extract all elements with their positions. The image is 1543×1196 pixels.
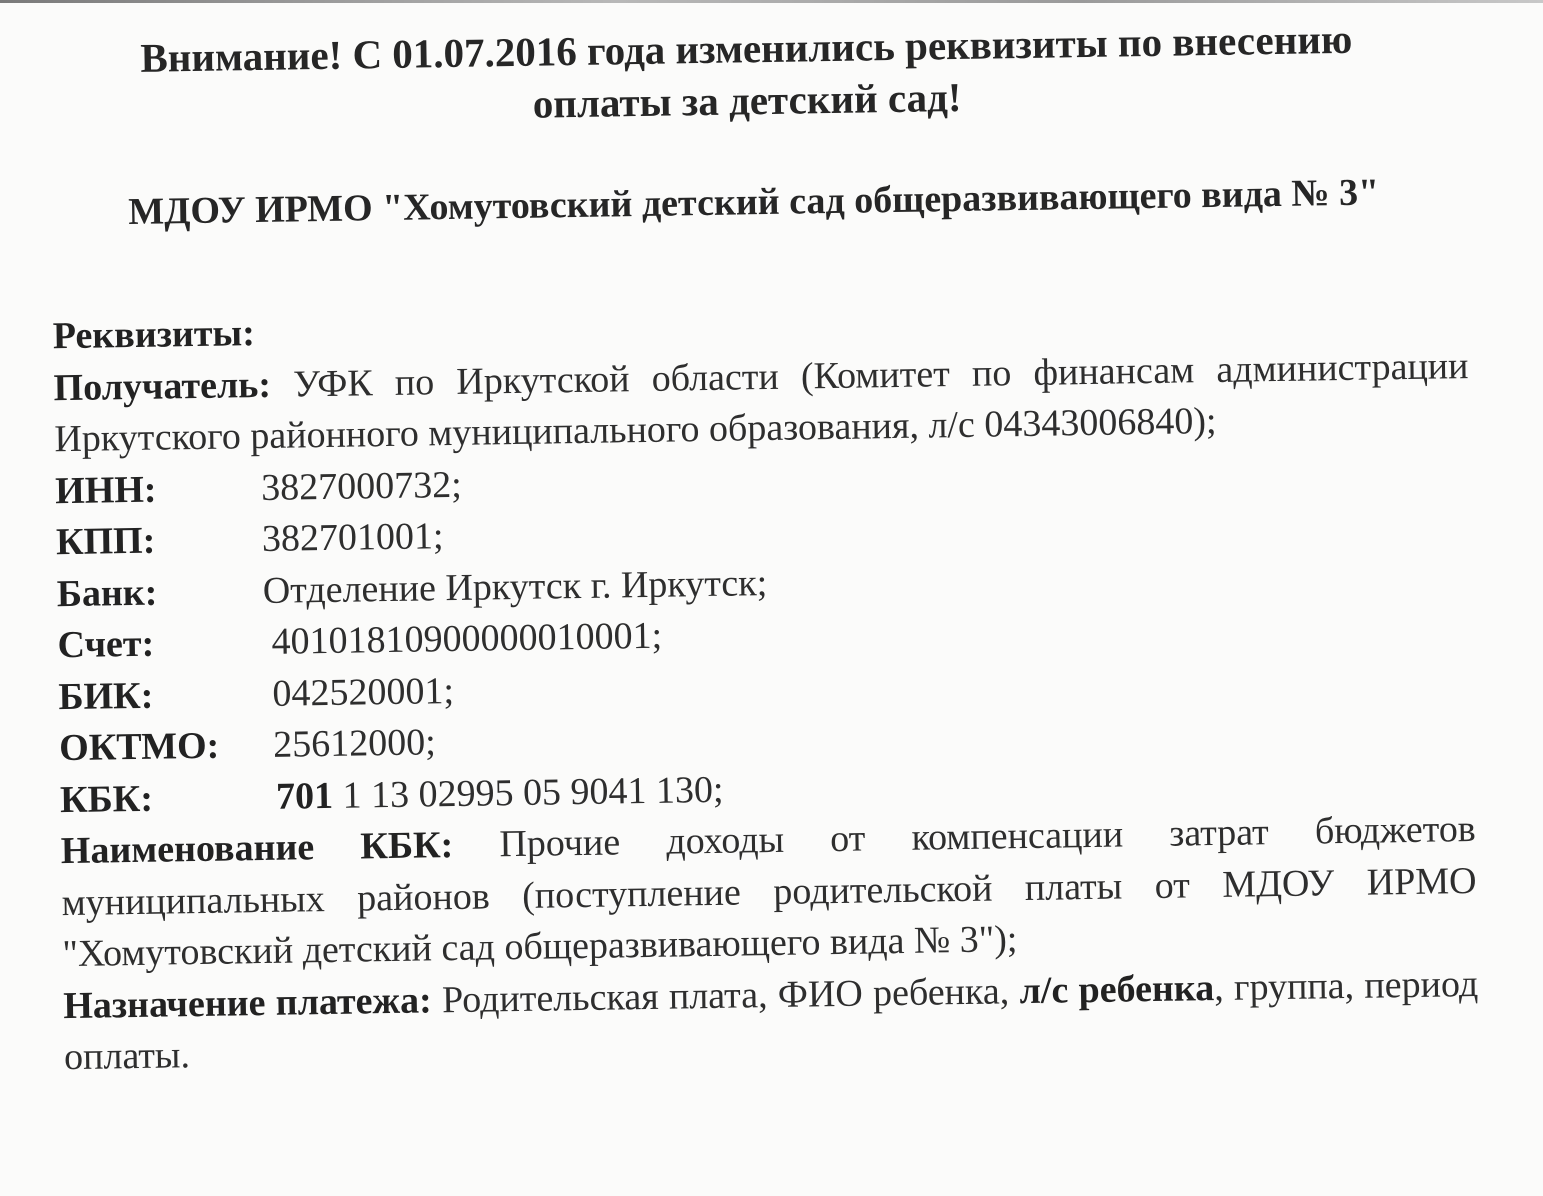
organization-name: МДОУ ИРМО "Хомутовский детский сад общеразвивающего вида № 3" <box>128 171 1380 234</box>
purpose-value-part2: , группа, период оплаты. <box>63 962 1479 1079</box>
oktmo-label: ОКТМО: <box>58 724 220 770</box>
kbk-name-paragraph <box>60 804 1477 981</box>
inn-value: 3827000732; <box>260 463 463 509</box>
kbk-code-rest: 1 13 02995 05 9041 130; <box>332 768 724 817</box>
purpose-value-bold: л/с ребенка <box>1019 966 1215 1012</box>
notice-line-1: Внимание! С 01.07.2016 года изменились реквизиты по внесению <box>140 15 1353 81</box>
notice-title <box>46 11 1447 137</box>
bank-label: Банк: <box>56 571 158 615</box>
bik-value: 042520001; <box>272 669 455 715</box>
notice-line-2: оплаты за детский сад! <box>532 73 962 127</box>
purpose-label: Назначение платежа: <box>62 978 433 1027</box>
kpp-value: 382701001; <box>261 515 444 560</box>
bik-label: БИК: <box>58 674 154 718</box>
kbk-code-bold: 701 <box>275 774 334 818</box>
kbk-label: КБК: <box>59 777 154 821</box>
account-label: Счет: <box>57 622 155 667</box>
kpp-label: КПП: <box>55 519 156 564</box>
kbk-name-label: Наименование КБК: <box>60 824 454 873</box>
purpose-paragraph <box>63 958 1479 1083</box>
bank-value: Отделение Иркутск г. Иркутск; <box>262 561 768 612</box>
recipient-value: УФК по Иркутской области (Комитет по финансам администрации Иркутского районного муниципального образования, л/с 04343006840); <box>54 344 1469 461</box>
inn-label: ИНН: <box>54 468 157 512</box>
oktmo-value: 25612000; <box>272 721 437 766</box>
requisites-heading: Реквизиты: <box>52 312 256 358</box>
account-value: 40101810900000010001; <box>271 614 663 663</box>
purpose-value-part1: Родительская плата, ФИО ребенка, <box>441 969 1020 1021</box>
kbk-name-value: Прочие доходы от компенсации затрат бюджетов муниципальных районов (поступление родительской платы от МДОУ ИРМО "Хомутовский детский сад общеразвивающего вида № 3"); <box>61 807 1477 976</box>
requisites-block <box>52 289 1479 1084</box>
recipient-label: Получатель: <box>53 363 272 409</box>
